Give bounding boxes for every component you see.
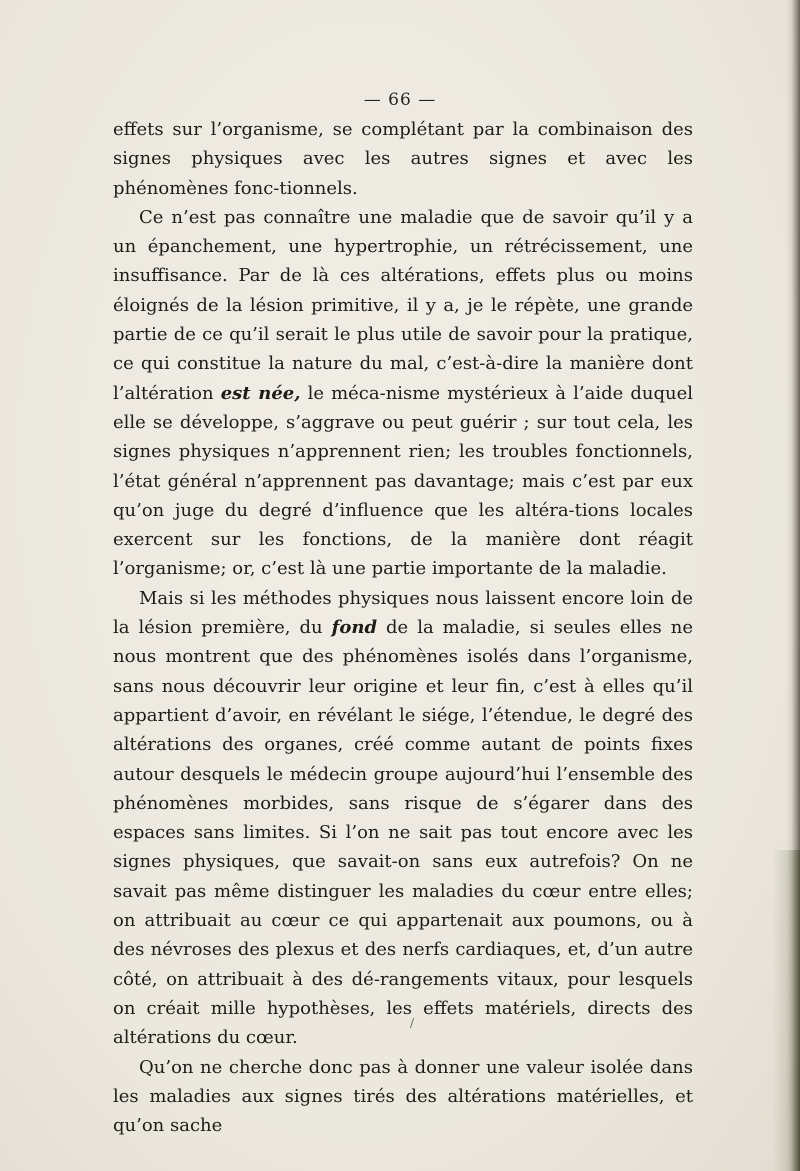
paragraph-1: [113, 115, 693, 203]
paragraph-3-text-b: de la maladie, si seules elles ne nous montrent que des phénomènes isolés dans l’organisme, sans nous découvrir leur origine et leur fin, c’est à elles qu’il appartient d’avoir, en révélant le siége, l’étendue, le degré des altérations des organes, créé comme autant de points fixes autour desquels le médecin groupe aujourd’hui l’ensemble des phénomènes morbides, sans risque de s’égarer dans des espaces sans limites. Si l’on ne sait pas tout encore avec les signes physiques, que savait-on sans eux autrefois? On ne savait pas même distinguer les maladies du cœur entre elles; on attribuait au cœur ce qui appartenait aux poumons, ou à des névroses des plexus et des nerfs cardiaques, et, d’un autre côté, on attribuait à des dé-rangements vitaux, pour lesquels on créait mille hypothèses, les effets matériels, directs des altérations du cœur.: [113, 617, 693, 1049]
paragraph-2-emphasis: est née,: [220, 382, 301, 404]
paragraph-1-text: effets sur l’organisme, se complétant par la combinaison des signes physiques avec les autres signes et avec les phénomènes fonc-tionnels.: [113, 119, 693, 199]
page-number: — 66 —: [363, 90, 437, 110]
paragraph-3-emphasis: fond: [331, 617, 378, 639]
page-edge-stain: [772, 850, 800, 1171]
body-text: [113, 115, 693, 1140]
paragraph-3: [113, 584, 693, 1053]
stray-ink-mark: /: [410, 1016, 415, 1030]
paragraph-4: [113, 1053, 693, 1141]
paragraph-2: [113, 203, 693, 584]
paragraph-2-text-a: Ce n’est pas connaître une maladie que de savoir qu’il y a un épanchement, une hypertrophie, un rétrécissement, une insuffisance. Par de là ces altérations, effets plus ou moins éloignés de la lésion primitive, il y a, je le répète, une grande partie de ce qu’il serait le plus utile de savoir pour la pratique, ce qui constitue la nature du mal, c’est-à-dire la manière dont l’altération: [113, 206, 693, 404]
paragraph-3-text-a: Mais si les méthodes physiques nous laissent encore loin de la lésion première, du: [113, 587, 693, 639]
paragraph-4-text: Qu’on ne cherche donc pas à donner une valeur isolée dans les maladies aux signes tirés des altérations matérielles, et qu’on sache: [113, 1056, 693, 1137]
paragraph-2-text-b: le méca-nisme mystérieux à l’aide duquel elle se développe, s’aggrave ou peut guérir ; sur tout cela, les signes physiques n’apprennent rien; les troubles fonctionnels, l’état général n’apprennent pas davantage; mais c’est par eux qu’on juge du degré d’influence que les altéra-tions locales exercent sur les fonctions, de la manière dont réagit l’organisme; or, c’est là une partie importante de la maladie.: [113, 382, 693, 580]
